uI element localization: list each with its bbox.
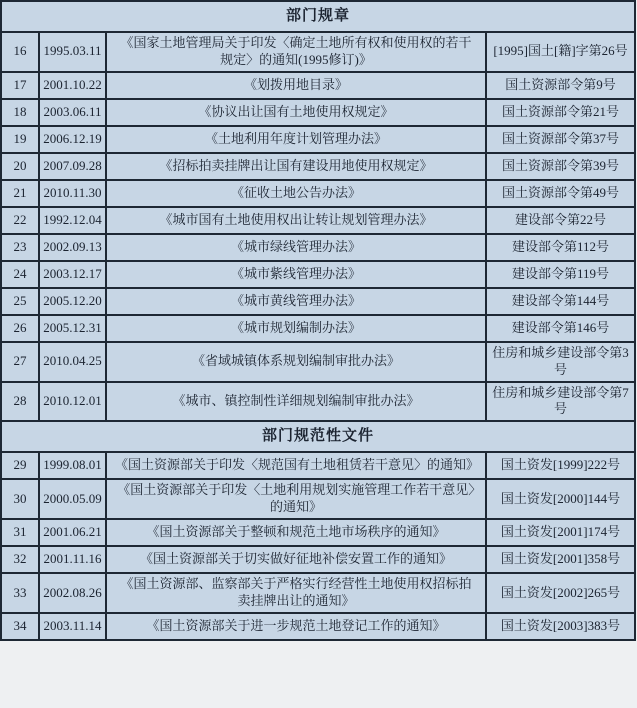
doc-number-cell: 国土资发[1999]222号 xyxy=(486,452,635,479)
title-cell: 《国土资源部关于整顿和规范土地市场秩序的通知》 xyxy=(106,519,486,546)
date-cell: 2010.04.25 xyxy=(39,342,106,382)
doc-number-cell: 住房和城乡建设部令第3号 xyxy=(486,342,635,382)
table-row xyxy=(1,207,635,234)
doc-number-cell: 国土资源部令第21号 xyxy=(486,99,635,126)
date-cell: 1995.03.11 xyxy=(39,32,106,72)
row-number-cell: 16 xyxy=(1,32,39,72)
section-header-row xyxy=(1,1,635,32)
doc-number-cell: 国土资发[2002]265号 xyxy=(486,573,635,613)
doc-number-cell: 建设部令第146号 xyxy=(486,315,635,342)
table-row xyxy=(1,234,635,261)
table-row xyxy=(1,573,635,613)
row-number-cell: 20 xyxy=(1,153,39,180)
title-cell: 《土地利用年度计划管理办法》 xyxy=(106,126,486,153)
table-row xyxy=(1,519,635,546)
doc-number-cell: 国土资发[2000]144号 xyxy=(486,479,635,519)
row-number-cell: 21 xyxy=(1,180,39,207)
doc-number-cell: 国土资源部令第39号 xyxy=(486,153,635,180)
section-header: 部门规章 xyxy=(1,1,635,32)
date-cell: 2000.05.09 xyxy=(39,479,106,519)
row-number-cell: 33 xyxy=(1,573,39,613)
date-cell: 2007.09.28 xyxy=(39,153,106,180)
row-number-cell: 30 xyxy=(1,479,39,519)
title-cell: 《城市紫线管理办法》 xyxy=(106,261,486,288)
title-cell: 《省域城镇体系规划编制审批办法》 xyxy=(106,342,486,382)
title-cell: 《国土资源部关于印发〈规范国有土地租赁若干意见〉的通知》 xyxy=(106,452,486,479)
table-row xyxy=(1,72,635,99)
date-cell: 2003.12.17 xyxy=(39,261,106,288)
row-number-cell: 23 xyxy=(1,234,39,261)
table-row xyxy=(1,180,635,207)
title-cell: 《城市绿线管理办法》 xyxy=(106,234,486,261)
row-number-cell: 31 xyxy=(1,519,39,546)
row-number-cell: 26 xyxy=(1,315,39,342)
doc-number-cell: 建设部令第144号 xyxy=(486,288,635,315)
title-cell: 《城市黄线管理办法》 xyxy=(106,288,486,315)
row-number-cell: 28 xyxy=(1,382,39,422)
doc-number-cell: 建设部令第112号 xyxy=(486,234,635,261)
title-cell: 《国土资源部关于切实做好征地补偿安置工作的通知》 xyxy=(106,546,486,573)
table-body xyxy=(1,1,635,640)
title-cell: 《城市、镇控制性详细规划编制审批办法》 xyxy=(106,382,486,422)
date-cell: 1999.08.01 xyxy=(39,452,106,479)
date-cell: 2003.11.14 xyxy=(39,613,106,640)
date-cell: 2002.08.26 xyxy=(39,573,106,613)
date-cell: 2001.11.16 xyxy=(39,546,106,573)
table-row xyxy=(1,32,635,72)
title-cell: 《征收土地公告办法》 xyxy=(106,180,486,207)
table-row xyxy=(1,99,635,126)
table-row xyxy=(1,288,635,315)
table-row xyxy=(1,479,635,519)
row-number-cell: 22 xyxy=(1,207,39,234)
date-cell: 2003.06.11 xyxy=(39,99,106,126)
title-cell: 《城市国有土地使用权出让转让规划管理办法》 xyxy=(106,207,486,234)
table-row xyxy=(1,153,635,180)
title-cell: 《招标拍卖挂牌出让国有建设用地使用权规定》 xyxy=(106,153,486,180)
table-row xyxy=(1,342,635,382)
date-cell: 2010.12.01 xyxy=(39,382,106,422)
row-number-cell: 18 xyxy=(1,99,39,126)
title-cell: 《国家土地管理局关于印发〈确定土地所有权和使用权的若干规定〉的通知(1995修订)》 xyxy=(106,32,486,72)
row-number-cell: 17 xyxy=(1,72,39,99)
title-cell: 《国土资源部关于印发〈土地利用规划实施管理工作若干意见〉的通知》 xyxy=(106,479,486,519)
date-cell: 2010.11.30 xyxy=(39,180,106,207)
table-row xyxy=(1,452,635,479)
doc-number-cell: [1995]国土[籍]字第26号 xyxy=(486,32,635,72)
title-cell: 《协议出让国有土地使用权规定》 xyxy=(106,99,486,126)
title-cell: 《国土资源部关于进一步规范土地登记工作的通知》 xyxy=(106,613,486,640)
doc-number-cell: 住房和城乡建设部令第7号 xyxy=(486,382,635,422)
doc-number-cell: 国土资发[2003]383号 xyxy=(486,613,635,640)
date-cell: 2005.12.31 xyxy=(39,315,106,342)
date-cell: 2002.09.13 xyxy=(39,234,106,261)
title-cell: 《国土资源部、监察部关于严格实行经营性土地使用权招标拍卖挂牌出让的通知》 xyxy=(106,573,486,613)
doc-number-cell: 国土资发[2001]358号 xyxy=(486,546,635,573)
doc-number-cell: 国土资源部令第37号 xyxy=(486,126,635,153)
table-row xyxy=(1,261,635,288)
row-number-cell: 24 xyxy=(1,261,39,288)
section-header: 部门规范性文件 xyxy=(1,421,635,452)
doc-number-cell: 建设部令第22号 xyxy=(486,207,635,234)
row-number-cell: 19 xyxy=(1,126,39,153)
date-cell: 1992.12.04 xyxy=(39,207,106,234)
title-cell: 《划拨用地目录》 xyxy=(106,72,486,99)
row-number-cell: 25 xyxy=(1,288,39,315)
date-cell: 2005.12.20 xyxy=(39,288,106,315)
row-number-cell: 34 xyxy=(1,613,39,640)
date-cell: 2001.06.21 xyxy=(39,519,106,546)
date-cell: 2006.12.19 xyxy=(39,126,106,153)
doc-number-cell: 国土资发[2001]174号 xyxy=(486,519,635,546)
table-row xyxy=(1,613,635,640)
table-row xyxy=(1,126,635,153)
row-number-cell: 27 xyxy=(1,342,39,382)
doc-number-cell: 国土资源部令第9号 xyxy=(486,72,635,99)
table-row xyxy=(1,546,635,573)
row-number-cell: 32 xyxy=(1,546,39,573)
table-row xyxy=(1,315,635,342)
section-header-row xyxy=(1,421,635,452)
date-cell: 2001.10.22 xyxy=(39,72,106,99)
title-cell: 《城市规划编制办法》 xyxy=(106,315,486,342)
table-row xyxy=(1,382,635,422)
doc-number-cell: 建设部令第119号 xyxy=(486,261,635,288)
doc-number-cell: 国土资源部令第49号 xyxy=(486,180,635,207)
row-number-cell: 29 xyxy=(1,452,39,479)
